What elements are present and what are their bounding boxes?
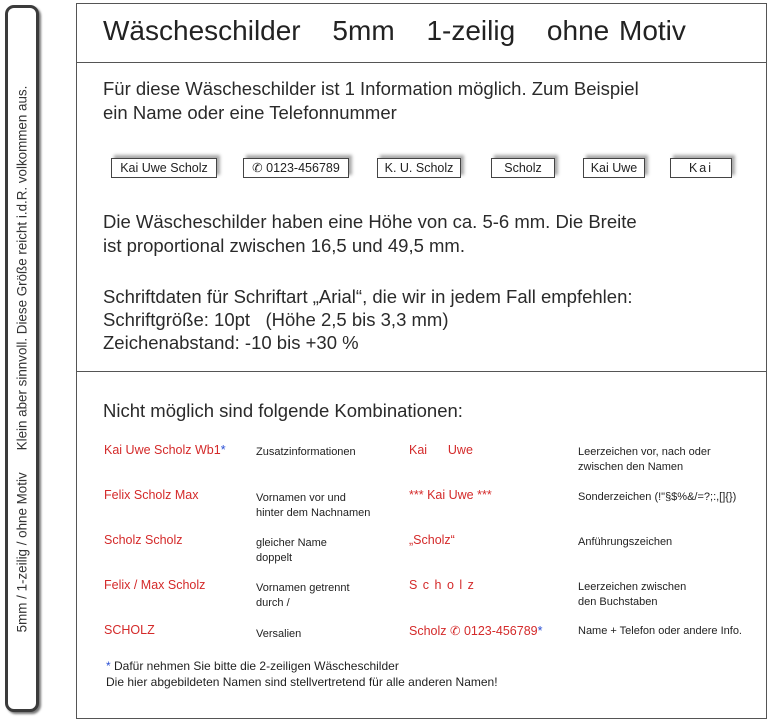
- intro-line: Für diese Wäscheschilder ist 1 Information möglich. Zum Beispiel: [103, 78, 639, 99]
- footnote-star: *: [106, 659, 111, 673]
- intro-line: ein Name oder eine Telefonnummer: [103, 102, 397, 123]
- invalid-reason: Anführungszeichen: [578, 536, 673, 548]
- invalid-reason: Versalien: [256, 628, 302, 640]
- invalid-example: Felix / Max Scholz: [104, 578, 206, 592]
- sidebar-banner: [5, 5, 39, 712]
- dimensions-line: Die Wäscheschilder haben eine Höhe von ca. 5-6 mm. Die Breite: [103, 211, 637, 232]
- example-label: Kai: [670, 158, 732, 178]
- sidebar-product-spec: 5mm / 1-zeilig / ohne Motiv: [14, 471, 30, 632]
- invalid-example: Scholz ✆ 0123-456789*: [409, 624, 543, 638]
- combinations-title: Nicht möglich sind folgende Kombinationen:: [103, 400, 463, 421]
- main-panel: [76, 3, 767, 719]
- invalid-reason: Sonderzeichen (!"§$%&/=?;:,[]{}): [578, 491, 737, 503]
- footer-line: Dafür nehmen Sie bitte die 2-zeiligen Wäscheschilder: [110, 659, 399, 673]
- invalid-reason: gleicher Name doppelt: [256, 537, 327, 564]
- invalid-reason: Leerzeichen vor, nach oder zwischen den Namen: [578, 446, 711, 473]
- invalid-reason: Zusatzinformationen: [256, 446, 356, 458]
- page-title: [103, 15, 686, 47]
- invalid-example: Kai Uwe Scholz Wb1*: [104, 443, 226, 457]
- sidebar-text: [15, 85, 30, 632]
- invalid-example: Scholz Scholz: [104, 533, 183, 547]
- sidebar-description: Klein aber sinnvoll. Diese Größe reicht i.d.R. volkommen aus.: [14, 85, 30, 450]
- invalid-example: SCHOLZ: [104, 623, 155, 637]
- example-label: ✆ 0123-456789: [243, 158, 349, 178]
- title-part: 1-zeilig: [426, 15, 516, 46]
- invalid-example: Kai Uwe: [409, 443, 473, 457]
- example-label: Scholz: [491, 158, 555, 178]
- invalid-reason: Leerzeichen zwischen den Buchstaben: [578, 581, 687, 608]
- invalid-example: „Scholz“: [409, 533, 455, 547]
- section-divider: [77, 371, 766, 372]
- footer-note: [106, 658, 498, 690]
- dimensions-line: ist proportional zwischen 16,5 und 49,5 mm.: [103, 235, 465, 256]
- invalid-reason: Vornamen getrennt durch /: [256, 582, 350, 609]
- font-info-line: Schriftgröße: 10pt (Höhe 2,5 bis 3,3 mm): [103, 309, 449, 330]
- example-label: K. U. Scholz: [377, 158, 461, 178]
- font-info-line: Zeichenabstand: -10 bis +30 %: [103, 332, 359, 353]
- title-part: ohne Motiv: [546, 15, 686, 46]
- invalid-example: *** Kai Uwe ***: [409, 488, 492, 502]
- footer-line: Die hier abgebildeten Namen sind stellvertretend für alle anderen Namen!: [106, 675, 498, 689]
- invalid-example: S c h o l z: [409, 578, 475, 592]
- example-label: Kai Uwe: [583, 158, 645, 178]
- invalid-reason: Name + Telefon oder andere Info.: [578, 625, 742, 637]
- font-info-line: Schriftdaten für Schriftart „Arial“, die wir in jedem Fall empfehlen:: [103, 286, 633, 307]
- example-labels: [77, 158, 766, 188]
- title-box: [77, 4, 766, 63]
- invalid-example: Felix Scholz Max: [104, 488, 199, 502]
- title-part: Wäscheschilder: [103, 15, 301, 46]
- example-label: Kai Uwe Scholz: [111, 158, 217, 178]
- invalid-reason: Vornamen vor und hinter dem Nachnamen: [256, 492, 371, 519]
- title-part: 5mm: [332, 15, 395, 46]
